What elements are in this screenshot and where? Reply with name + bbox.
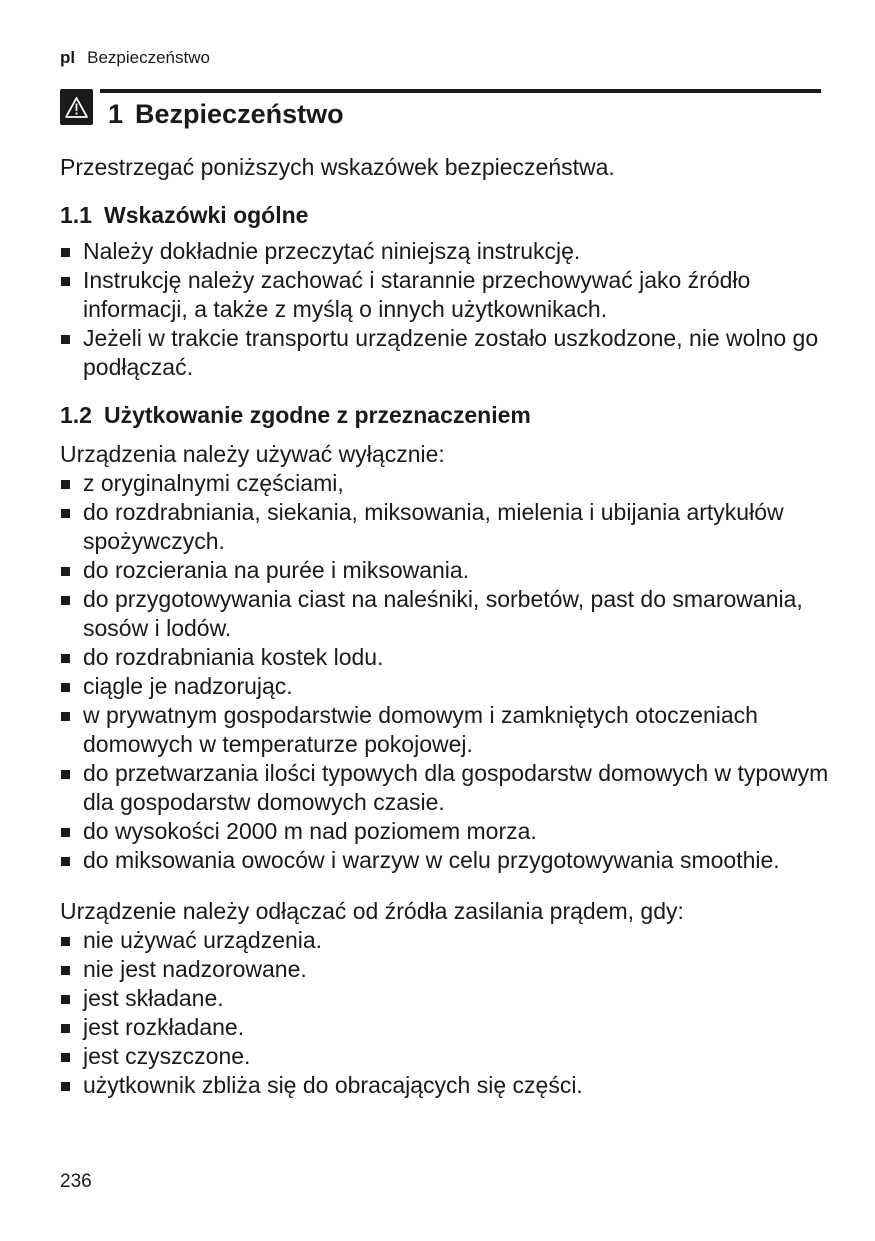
list-item: nie używać urządzenia. [60,926,830,955]
intended-use-lead: Urządzenia należy używać wyłącznie: [60,441,445,467]
list-item: jest czyszczone. [60,1042,830,1071]
disconnect-conditions-list [60,926,830,1100]
list-item: w prywatnym gospodarstwie domowym i zamkniętych otoczeniach domowych w temperaturze pokojowej. [60,701,830,759]
list-item: do rozdrabniania kostek lodu. [60,643,830,672]
header-section-title: Bezpieczeństwo [87,48,210,67]
general-notes-list [60,237,830,382]
section-heading-intended-use [60,401,830,430]
list-item: do wysokości 2000 m nad poziomem morza. [60,817,830,846]
list-item: z oryginalnymi częściami, [60,469,830,498]
list-item: do przetwarzania ilości typowych dla gospodarstw domowych w typowym dla gospodarstw domowych czasie. [60,759,830,817]
section-number: 1.1 [60,202,92,228]
page-title [108,99,344,130]
language-code: pl [60,48,76,67]
intended-use-list [60,469,830,875]
section-heading-general [60,201,830,230]
running-header [60,48,210,68]
list-item: jest rozkładane. [60,1013,830,1042]
list-item: użytkownik zbliża się do obracających się części. [60,1071,830,1100]
list-item: do rozdrabniania, siekania, miksowania, mielenia i ubijania artykułów spożywczych. [60,498,830,556]
list-item: do miksowania owoców i warzyw w celu przygotowywania smoothie. [60,846,830,875]
title-rule [100,89,821,93]
intro-text: Przestrzegać poniższych wskazówek bezpieczeństwa. [60,154,615,180]
page-title-number: 1 [108,99,124,129]
list-item: Należy dokładnie przeczytać niniejszą instrukcję. [60,237,830,266]
page-title-text: Bezpieczeństwo [135,99,344,129]
main-content [60,151,830,1100]
list-item: jest składane. [60,984,830,1013]
list-item: Jeżeli w trakcie transportu urządzenie zostało uszkodzone, nie wolno go podłączać. [60,324,830,382]
page-number: 236 [60,1171,92,1192]
list-item: nie jest nadzorowane. [60,955,830,984]
section-title: Użytkowanie zgodne z przeznaczeniem [103,402,531,428]
list-item: Instrukcję należy zachować i starannie przechowywać jako źródło informacji, a także z myślą o innych użytkownikach. [60,266,830,324]
section-title: Wskazówki ogólne [103,202,309,228]
disconnect-lead: Urządzenie należy odłączać od źródła zasilania prądem, gdy: [60,898,684,924]
list-item: ciągle je nadzorując. [60,672,830,701]
warning-icon [60,89,93,125]
list-item: do przygotowywania ciast na naleśniki, sorbetów, past do smarowania, sosów i lodów. [60,585,830,643]
list-item: do rozcierania na purée i miksowania. [60,556,830,585]
section-number: 1.2 [60,402,92,428]
